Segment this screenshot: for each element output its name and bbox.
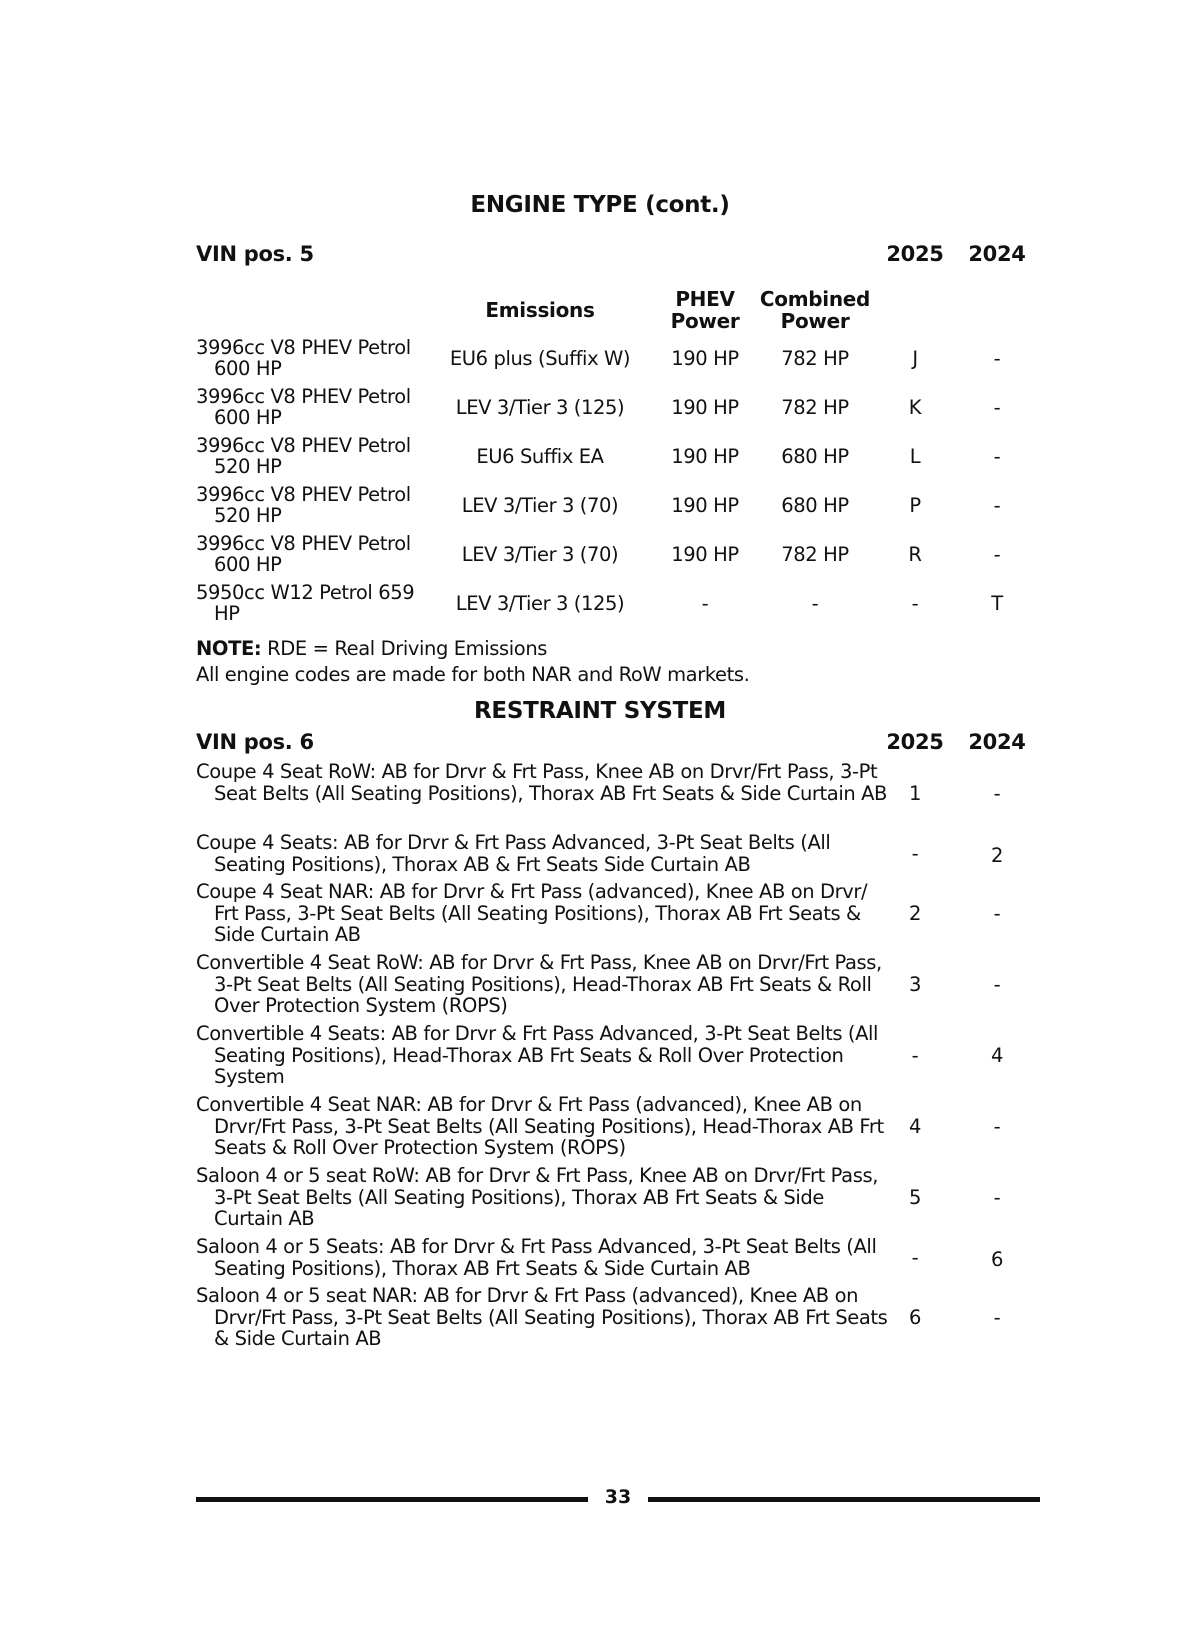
engine-phev-power: 190 HP bbox=[671, 396, 739, 419]
note-label: NOTE: bbox=[196, 637, 262, 660]
restraint-code-2025: - bbox=[911, 1044, 919, 1067]
engine-code-2025: P bbox=[909, 494, 921, 517]
engine-type-heading: ENGINE TYPE (cont.) bbox=[470, 192, 730, 218]
engine-phev-power: 190 HP bbox=[671, 543, 739, 566]
combined-header-line2: Power bbox=[780, 309, 850, 333]
restraint-description: Convertible 4 Seat NAR: AB for Drvr & Frt Pass (advanced), Knee AB on Drvr/Frt Pass, 3-Pt Seat Belts (All Seating Positions), Head-Thorax AB Frt Seats & Roll Over Protection System (ROPS) bbox=[196, 1093, 884, 1159]
engine-emissions: LEV 3/Tier 3 (70) bbox=[461, 543, 619, 566]
engine-description: 3996cc V8 PHEV Petrol 600 HP bbox=[196, 336, 411, 380]
engine-code-2024: - bbox=[993, 543, 1001, 566]
restraint-code-2025: - bbox=[911, 1246, 919, 1269]
engine-combined-power: 680 HP bbox=[781, 494, 849, 517]
footer-rule-left bbox=[196, 1497, 588, 1502]
restraint-code-2025: 2 bbox=[908, 902, 921, 925]
engine-code-2025: K bbox=[908, 396, 922, 419]
phev-header-line1: PHEV bbox=[675, 287, 735, 311]
note-text: RDE = Real Driving Emissions bbox=[267, 637, 548, 660]
engine-phev-power: 190 HP bbox=[671, 445, 739, 468]
restraint-code-2024: - bbox=[993, 902, 1001, 925]
restraint-code-2024: - bbox=[993, 1186, 1001, 1209]
engine-note-line2: All engine codes are made for both NAR and RoW markets. bbox=[196, 663, 750, 686]
restraint-description: Coupe 4 Seat NAR: AB for Drvr & Frt Pass (advanced), Knee AB on Drvr/ Frt Pass, 3-Pt Seat Belts (All Seating Positions), Thorax AB Frt Seats & Side Curtain AB bbox=[196, 880, 868, 946]
engine-phev-power: 190 HP bbox=[671, 494, 739, 517]
restraint-description: Convertible 4 Seat RoW: AB for Drvr & Frt Pass, Knee AB on Drvr/Frt Pass, 3-Pt Seat Belts (All Seating Positions), Head-Thorax AB Frt Seats & Roll Over Protection System (ROPS) bbox=[196, 951, 882, 1017]
engine-description: 3996cc V8 PHEV Petrol 520 HP bbox=[196, 483, 411, 527]
engine-year-2025-header: 2025 bbox=[886, 242, 944, 266]
combined-power-column-header bbox=[750, 288, 880, 332]
restraint-code-2024: - bbox=[993, 1115, 1001, 1138]
engine-phev-power: - bbox=[701, 592, 709, 615]
restraint-vin-label: VIN pos. 6 bbox=[196, 730, 314, 754]
restraint-code-2024: - bbox=[993, 973, 1001, 996]
engine-year-2024-header: 2024 bbox=[968, 242, 1026, 266]
emissions-column-header: Emissions bbox=[485, 298, 595, 322]
engine-code-2025: L bbox=[909, 445, 921, 468]
engine-description: 3996cc V8 PHEV Petrol 600 HP bbox=[196, 532, 411, 576]
engine-emissions: LEV 3/Tier 3 (125) bbox=[455, 396, 625, 419]
engine-emissions: EU6 plus (Suffix W) bbox=[449, 347, 631, 370]
restraint-description: Coupe 4 Seat RoW: AB for Drvr & Frt Pass, Knee AB on Drvr/Frt Pass, 3-Pt Seat Belts (All Seating Positions), Thorax AB Frt Seats & Side Curtain AB bbox=[196, 760, 888, 805]
restraint-code-2025: - bbox=[911, 842, 919, 865]
restraint-code-2024: - bbox=[993, 782, 1001, 805]
engine-emissions: LEV 3/Tier 3 (125) bbox=[455, 592, 625, 615]
engine-combined-power: 680 HP bbox=[781, 445, 849, 468]
engine-vin-label: VIN pos. 5 bbox=[196, 242, 314, 266]
engine-code-2024: - bbox=[993, 396, 1001, 419]
restraint-code-2025: 3 bbox=[908, 973, 921, 996]
engine-phev-power: 190 HP bbox=[671, 347, 739, 370]
engine-emissions: LEV 3/Tier 3 (70) bbox=[461, 494, 619, 517]
restraint-code-2024: 4 bbox=[990, 1044, 1003, 1067]
engine-note bbox=[196, 636, 547, 662]
restraint-year-2025-header: 2025 bbox=[886, 730, 944, 754]
restraint-description: Convertible 4 Seats: AB for Drvr & Frt Pass Advanced, 3-Pt Seat Belts (All Seating Positions), Head-Thorax AB Frt Seats & Roll Over Protection System bbox=[196, 1022, 879, 1088]
combined-header-line1: Combined bbox=[759, 287, 871, 311]
restraint-description: Saloon 4 or 5 seat RoW: AB for Drvr & Frt Pass, Knee AB on Drvr/Frt Pass, 3-Pt Seat Belts (All Seating Positions), Thorax AB Frt Seats & Side Curtain AB bbox=[196, 1164, 879, 1230]
engine-code-2024: - bbox=[993, 494, 1001, 517]
restraint-description: Saloon 4 or 5 Seats: AB for Drvr & Frt Pass Advanced, 3-Pt Seat Belts (All Seating Positions), Thorax AB Frt Seats & Side Curtain AB bbox=[196, 1235, 877, 1280]
engine-combined-power: 782 HP bbox=[781, 396, 849, 419]
engine-code-2025: - bbox=[911, 592, 919, 615]
engine-combined-power: 782 HP bbox=[781, 347, 849, 370]
engine-code-2024: T bbox=[991, 592, 1003, 615]
engine-description: 5950cc W12 Petrol 659 HP bbox=[196, 581, 415, 625]
engine-emissions: EU6 Suffix EA bbox=[476, 445, 604, 468]
engine-combined-power: 782 HP bbox=[781, 543, 849, 566]
engine-code-2024: - bbox=[993, 445, 1001, 468]
page-number: 33 bbox=[604, 1486, 632, 1508]
restraint-code-2024: 2 bbox=[990, 844, 1003, 867]
restraint-code-2025: 5 bbox=[908, 1186, 921, 1209]
engine-code-2024: - bbox=[993, 347, 1001, 370]
restraint-code-2024: 6 bbox=[990, 1248, 1003, 1271]
phev-header-line2: Power bbox=[670, 309, 740, 333]
phev-power-column-header bbox=[655, 288, 755, 332]
restraint-code-2025: 4 bbox=[908, 1115, 921, 1138]
engine-description: 3996cc V8 PHEV Petrol 600 HP bbox=[196, 385, 411, 429]
engine-combined-power: - bbox=[811, 592, 819, 615]
restraint-system-heading: RESTRAINT SYSTEM bbox=[474, 698, 726, 724]
footer-rule-right bbox=[648, 1497, 1040, 1502]
engine-description: 3996cc V8 PHEV Petrol 520 HP bbox=[196, 434, 411, 478]
restraint-description: Saloon 4 or 5 seat NAR: AB for Drvr & Frt Pass (advanced), Knee AB on Drvr/Frt Pass, 3-Pt Seat Belts (All Seating Positions), Thorax AB Frt Seats & Side Curtain AB bbox=[196, 1284, 888, 1350]
engine-code-2025: J bbox=[912, 347, 918, 370]
restraint-code-2025: 6 bbox=[908, 1306, 921, 1329]
restraint-description: Coupe 4 Seats: AB for Drvr & Frt Pass Advanced, 3-Pt Seat Belts (All Seating Positions), Thorax AB & Frt Seats Side Curtain AB bbox=[196, 831, 831, 876]
restraint-code-2025: 1 bbox=[908, 782, 921, 805]
engine-code-2025: R bbox=[908, 543, 922, 566]
restraint-code-2024: - bbox=[993, 1306, 1001, 1329]
restraint-year-2024-header: 2024 bbox=[968, 730, 1026, 754]
